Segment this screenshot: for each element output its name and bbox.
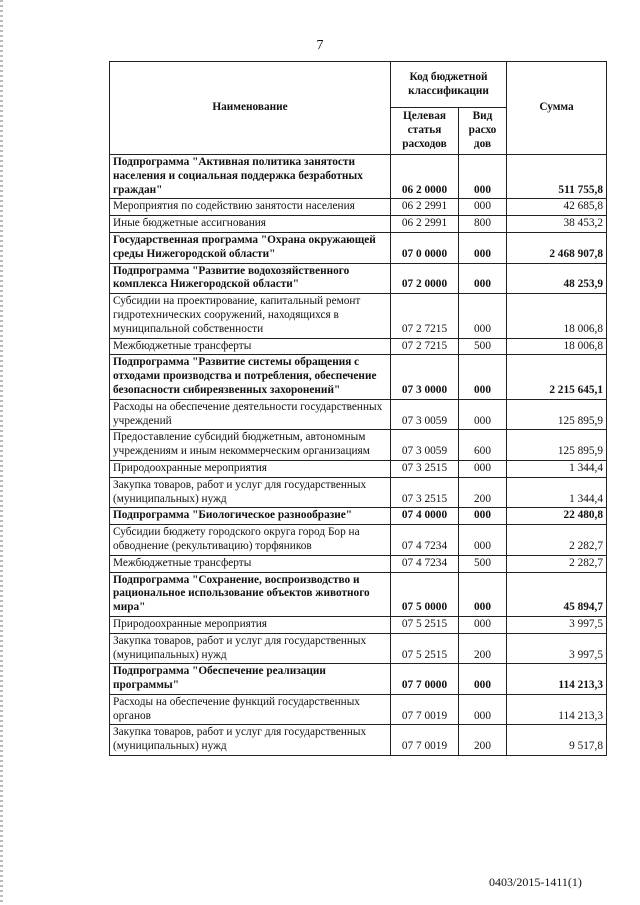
row-expense-type: 000 — [459, 263, 507, 294]
table-row — [110, 155, 607, 199]
row-name: Природоохранные мероприятия — [110, 616, 391, 633]
page-number: 7 — [316, 38, 324, 53]
row-sum: 1 344,4 — [507, 477, 607, 508]
row-sum: 3 997,5 — [507, 616, 607, 633]
row-sum: 2 468 907,8 — [507, 232, 607, 263]
row-name: Мероприятия по содействию занятости населения — [110, 199, 391, 216]
row-name: Иные бюджетные ассигнования — [110, 216, 391, 233]
row-target-article: 07 7 0000 — [391, 664, 459, 695]
row-expense-type: 500 — [459, 555, 507, 572]
table-row — [110, 508, 607, 525]
table-row — [110, 338, 607, 355]
row-target-article: 07 2 7215 — [391, 294, 459, 338]
row-expense-type: 000 — [459, 694, 507, 725]
row-expense-type: 000 — [459, 508, 507, 525]
row-target-article: 07 7 0019 — [391, 725, 459, 756]
row-expense-type: 200 — [459, 725, 507, 756]
row-target-article: 07 4 7234 — [391, 525, 459, 556]
row-expense-type: 200 — [459, 633, 507, 664]
table-row — [110, 294, 607, 338]
row-expense-type: 000 — [459, 664, 507, 695]
row-sum: 2 215 645,1 — [507, 355, 607, 399]
table-body — [110, 155, 607, 756]
row-expense-type: 000 — [459, 399, 507, 430]
row-name: Расходы на обеспечение функций государственных органов — [110, 694, 391, 725]
row-expense-type: 000 — [459, 572, 507, 616]
row-target-article: 07 5 0000 — [391, 572, 459, 616]
row-name: Подпрограмма "Биологическое разнообразие" — [110, 508, 391, 525]
row-target-article: 07 7 0019 — [391, 694, 459, 725]
row-name: Расходы на обеспечение деятельности государственных учреждений — [110, 399, 391, 430]
row-name: Межбюджетные трансферты — [110, 338, 391, 355]
budget-table — [109, 61, 607, 756]
row-target-article: 07 5 2515 — [391, 616, 459, 633]
row-expense-type: 000 — [459, 199, 507, 216]
row-name: Субсидии бюджету городского округа город Бор на обводнение (рекультивацию) торфяников — [110, 525, 391, 556]
table-row — [110, 232, 607, 263]
header-target-article: Целевая статья расходов — [391, 108, 459, 155]
row-name: Закупка товаров, работ и услуг для государственных (муниципальных) нужд — [110, 633, 391, 664]
row-target-article: 07 2 7215 — [391, 338, 459, 355]
table-row — [110, 216, 607, 233]
row-sum: 1 344,4 — [507, 460, 607, 477]
row-target-article: 07 0 0000 — [391, 232, 459, 263]
table-row — [110, 694, 607, 725]
row-name: Закупка товаров, работ и услуг для государственных (муниципальных) нужд — [110, 725, 391, 756]
row-name: Предоставление субсидий бюджетным, автономным учреждениям и иным некоммерческим организациям — [110, 430, 391, 461]
row-name: Подпрограмма "Развитие водохозяйственного комплекса Нижегородской области" — [110, 263, 391, 294]
header-code-group: Код бюджетной классификации — [391, 62, 507, 108]
row-sum: 18 006,8 — [507, 338, 607, 355]
table-row — [110, 399, 607, 430]
row-expense-type: 000 — [459, 232, 507, 263]
row-expense-type: 000 — [459, 525, 507, 556]
row-target-article: 06 2 0000 — [391, 155, 459, 199]
row-expense-type: 500 — [459, 338, 507, 355]
table-row — [110, 616, 607, 633]
table-row — [110, 555, 607, 572]
table-row — [110, 430, 607, 461]
table-row — [110, 199, 607, 216]
row-name: Государственная программа "Охрана окружающей среды Нижегородской области" — [110, 232, 391, 263]
row-target-article: 07 3 0000 — [391, 355, 459, 399]
row-sum: 125 895,9 — [507, 399, 607, 430]
table-row — [110, 633, 607, 664]
row-name: Подпрограмма "Обеспечение реализации программы" — [110, 664, 391, 695]
row-sum: 18 006,8 — [507, 294, 607, 338]
row-target-article: 07 4 7234 — [391, 555, 459, 572]
row-target-article: 07 2 0000 — [391, 263, 459, 294]
row-sum: 22 480,8 — [507, 508, 607, 525]
row-name: Межбюджетные трансферты — [110, 555, 391, 572]
table-row — [110, 460, 607, 477]
row-expense-type: 000 — [459, 155, 507, 199]
row-expense-type: 600 — [459, 430, 507, 461]
row-expense-type: 000 — [459, 460, 507, 477]
row-name: Закупка товаров, работ и услуг для государственных (муниципальных) нужд — [110, 477, 391, 508]
row-sum: 114 213,3 — [507, 664, 607, 695]
row-target-article: 06 2 2991 — [391, 199, 459, 216]
row-target-article: 07 3 2515 — [391, 477, 459, 508]
table-row — [110, 664, 607, 695]
row-target-article: 07 4 0000 — [391, 508, 459, 525]
row-sum: 114 213,3 — [507, 694, 607, 725]
row-target-article: 06 2 2991 — [391, 216, 459, 233]
row-sum: 2 282,7 — [507, 555, 607, 572]
row-sum: 9 517,8 — [507, 725, 607, 756]
row-name: Подпрограмма "Активная политика занятости населения и социальная поддержка безработных граждан" — [110, 155, 391, 199]
header-sum: Сумма — [507, 62, 607, 155]
row-name: Природоохранные мероприятия — [110, 460, 391, 477]
row-target-article: 07 3 0059 — [391, 430, 459, 461]
row-sum: 3 997,5 — [507, 633, 607, 664]
table-row — [110, 477, 607, 508]
row-target-article: 07 5 2515 — [391, 633, 459, 664]
table-row — [110, 572, 607, 616]
table-row — [110, 355, 607, 399]
row-name: Подпрограмма "Развитие системы обращения с отходами производства и потребления, обеспечение безопасности сибиреязвенных захоронений" — [110, 355, 391, 399]
row-sum: 125 895,9 — [507, 430, 607, 461]
row-name: Субсидии на проектирование, капитальный ремонт гидротехнических сооружений, находящихся в муниципальной собственности — [110, 294, 391, 338]
scan-edge — [0, 0, 3, 905]
row-target-article: 07 3 2515 — [391, 460, 459, 477]
header-expense-type: Вид расхо дов — [459, 108, 507, 155]
table-row — [110, 525, 607, 556]
table-header — [110, 62, 607, 155]
row-sum: 38 453,2 — [507, 216, 607, 233]
row-sum: 2 282,7 — [507, 525, 607, 556]
row-sum: 45 894,7 — [507, 572, 607, 616]
row-expense-type: 800 — [459, 216, 507, 233]
document-code: 0403/2015-1411(1) — [489, 875, 582, 889]
row-sum: 48 253,9 — [507, 263, 607, 294]
row-expense-type: 000 — [459, 355, 507, 399]
row-name: Подпрограмма "Сохранение, воспроизводство и рациональное использование объектов животного мира" — [110, 572, 391, 616]
row-sum: 42 685,8 — [507, 199, 607, 216]
table-row — [110, 263, 607, 294]
table-row — [110, 725, 607, 756]
row-expense-type: 200 — [459, 477, 507, 508]
row-sum: 511 755,8 — [507, 155, 607, 199]
row-target-article: 07 3 0059 — [391, 399, 459, 430]
row-expense-type: 000 — [459, 616, 507, 633]
row-expense-type: 000 — [459, 294, 507, 338]
header-name: Наименование — [110, 62, 391, 155]
